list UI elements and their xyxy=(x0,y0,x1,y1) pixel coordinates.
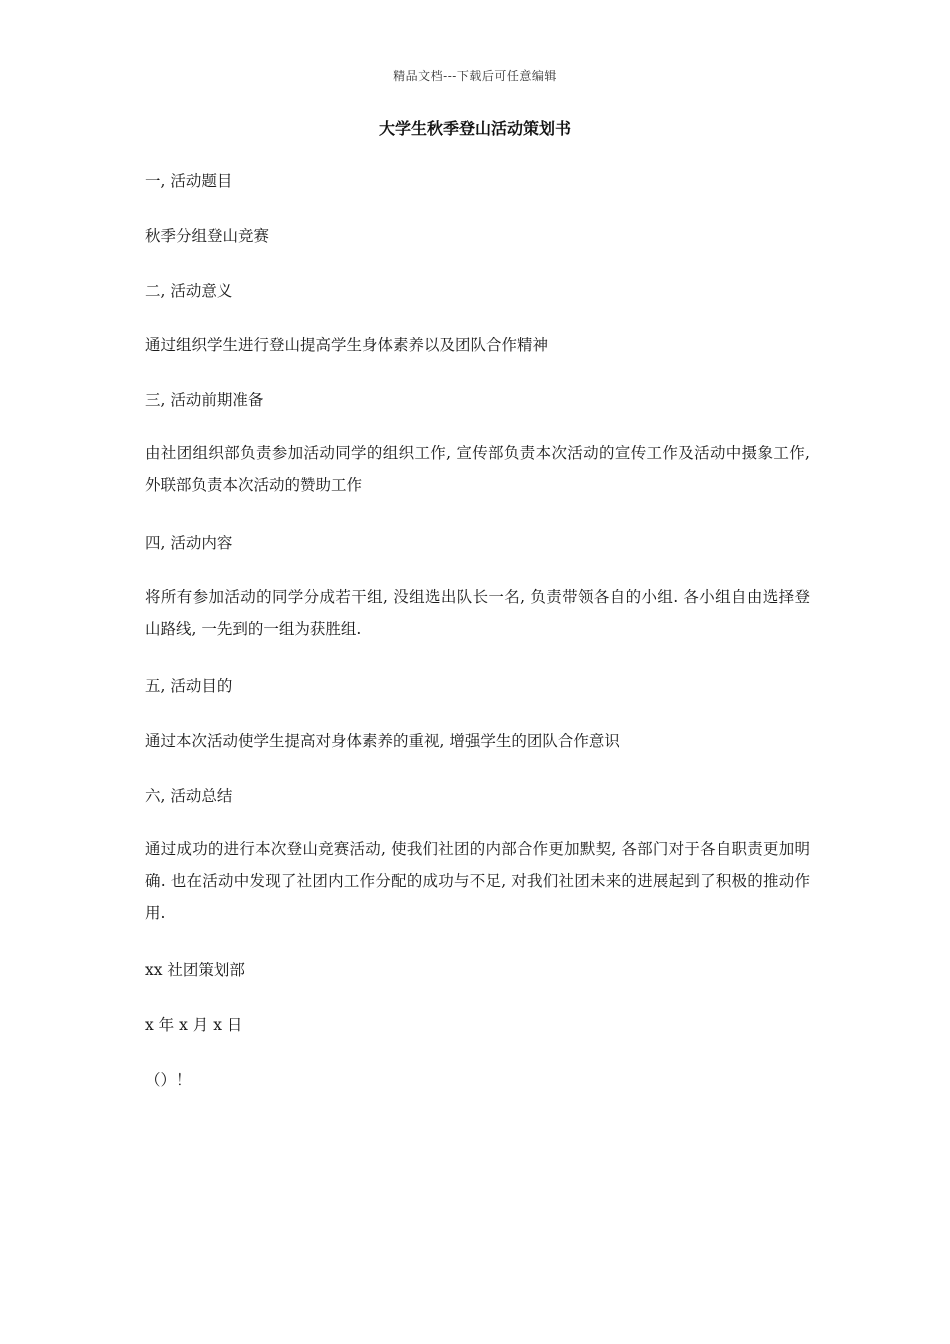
signature-date: x 年 x 月 x 日 xyxy=(145,1016,243,1034)
section-1-body: 秋季分组登山竞赛 xyxy=(145,227,270,245)
section-3-heading: 三, 活动前期准备 xyxy=(145,391,264,409)
section-2-body: 通过组织学生进行登山提高学生身体素养以及团队合作精神 xyxy=(145,336,549,354)
section-4-body: 将所有参加活动的同学分成若干组, 没组选出队长一名, 负责带领各自的小组. 各小组自由选择登山路线, 一先到的一组为获胜组. xyxy=(145,588,810,638)
document-title: 大学生秋季登山活动策划书 xyxy=(378,119,571,138)
section-4-heading: 四, 活动内容 xyxy=(145,534,233,552)
section-5-heading: 五, 活动目的 xyxy=(145,677,233,695)
section-3-body: 由社团组织部负责参加活动同学的组织工作, 宣传部负责本次活动的宣传工作及活动中摄象工作, 外联部负责本次活动的赞助工作 xyxy=(145,444,810,494)
section-2-heading: 二, 活动意义 xyxy=(145,282,233,300)
header-watermark: 精品文档---下载后可任意编辑 xyxy=(393,69,557,83)
section-6-heading: 六, 活动总结 xyxy=(145,787,233,805)
section-1-heading: 一, 活动题目 xyxy=(145,172,233,190)
document-trailer: （）！ xyxy=(145,1071,192,1089)
section-6-body: 通过成功的进行本次登山竞赛活动, 使我们社团的内部合作更加默契, 各部门对于各自职责更加明确. 也在活动中发现了社团内工作分配的成功与不足, 对我们社团未来的进展起到了积极的推动作用. xyxy=(145,840,810,922)
signature-org: xx 社团策划部 xyxy=(145,961,245,979)
section-5-body: 通过本次活动使学生提高对身体素养的重视, 增强学生的团队合作意识 xyxy=(145,732,620,750)
